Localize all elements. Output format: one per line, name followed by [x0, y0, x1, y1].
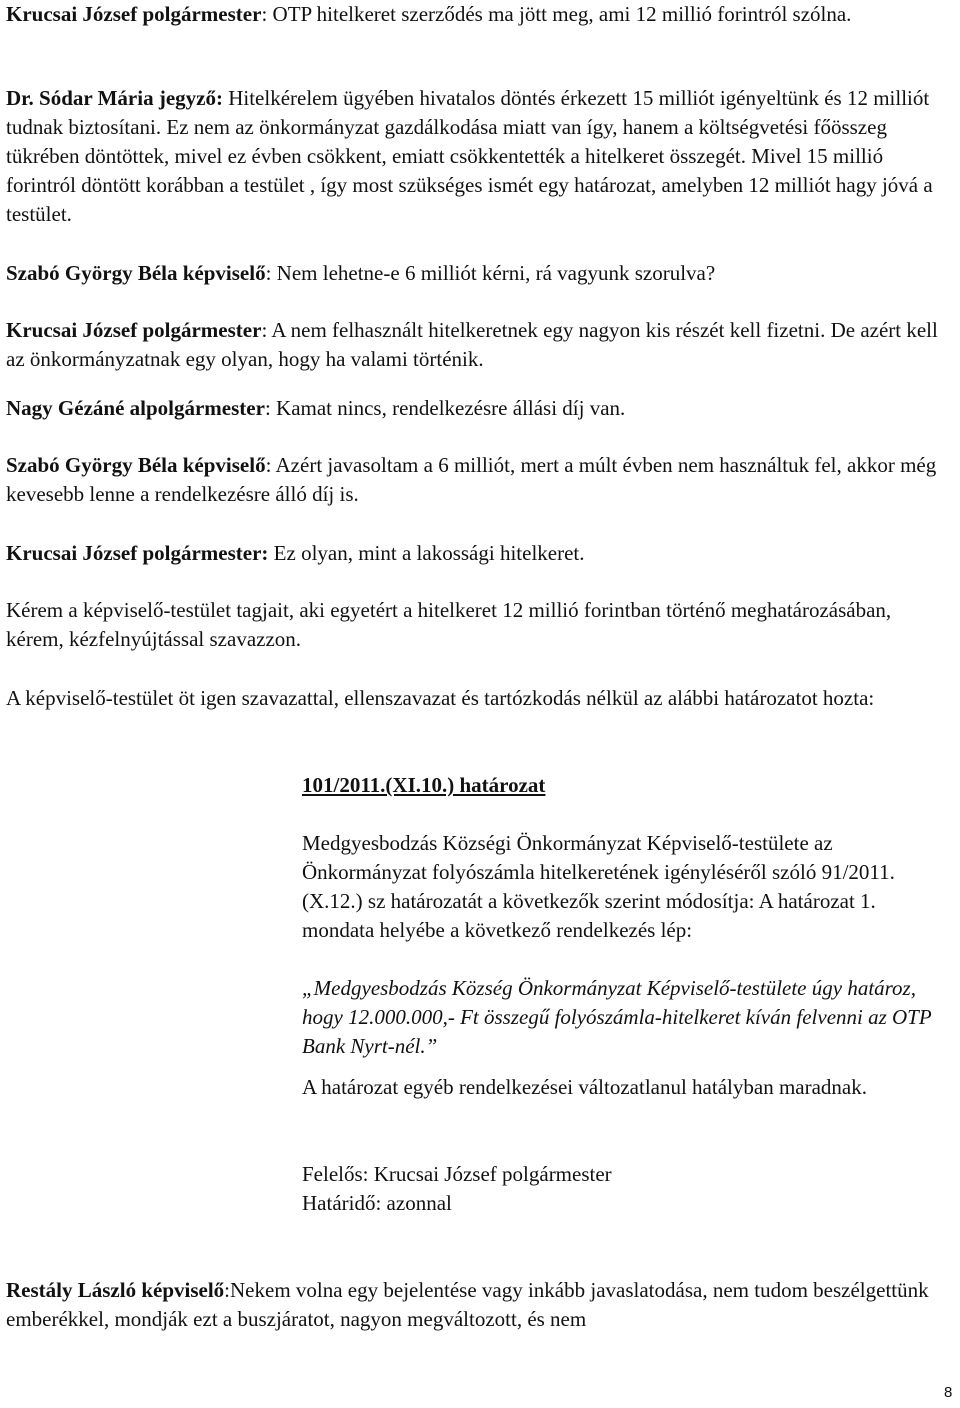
speaker-name: Krucsai József polgármester	[6, 2, 262, 26]
paragraph-text: :Nekem volna egy bejelentése vagy inkább javaslatodása, nem tudom beszélgettünk emberékkel, mondják ezt a buszjáratot, nagyon megváltozott, és nem	[6, 1278, 929, 1331]
speaker-name: Restály László képviselő	[6, 1278, 225, 1302]
paragraph-text: : OTP hitelkeret szerződés ma jött meg, ami 12 millió forintról szólna.	[261, 2, 852, 26]
paragraph-text: : Nem lehetne-e 6 milliót kérni, rá vagyunk szorulva?	[265, 261, 716, 285]
paragraph-vote-request: Kérem a képviselő-testület tagjait, aki egyetért a hitelkeret 12 millió forintban történő meghatározásában, kérem, kézfelnyújtással szavazzon.	[6, 598, 892, 651]
resolution-other-provisions: A határozat egyéb rendelkezései változatlanul hatályban maradnak.	[302, 1075, 867, 1099]
resolution-deadline: Határidő: azonnal	[302, 1191, 452, 1215]
speaker-name: Szabó György Béla képviselő	[6, 261, 266, 285]
paragraph-krucsai-lakossagi	[6, 539, 946, 568]
paragraph-text: : Azért javasoltam a 6 milliót, mert a múlt évben nem használtuk fel, akkor még kevesebb lenne a rendelkezésre álló díj is.	[6, 453, 937, 506]
resolution-quote: „Medgyesbodzás Község Önkormányzat Képviselő-testülete úgy határoz, hogy 12.000.000,- Ft összegű folyószámla-hitelkeret kíván felvenni az OTP Bank Nyrt-nél.”	[302, 976, 932, 1058]
paragraph-szabo-question	[6, 259, 946, 288]
page-number: 8	[944, 1384, 953, 1401]
speaker-name: Dr. Sódar Mária jegyző:	[6, 86, 223, 110]
paragraph-text: Hitelkérelem ügyében hivatalos döntés érkezett 15 milliót igényeltünk és 12 milliót tudnak biztosítani. Ez nem az önkormányzat gazdálkodása miatt van így, hanem a költségvetési főösszeg tükrében döntöttek, mivel ez évben csökkent, emiatt csökkentették a hitelkeret összegét. Mivel 15 millió forintról döntött korábban a testület , így most szükséges ismét egy határozat, amelyben 12 milliót hagy jóvá a testület.	[6, 86, 933, 226]
paragraph-text: Ez olyan, mint a lakossági hitelkeret.	[268, 541, 585, 565]
paragraph-nagy-gezane	[6, 394, 946, 423]
speaker-name: Krucsai József polgármester:	[6, 541, 269, 565]
paragraph-text: : A nem felhasznált hitelkeretnek egy nagyon kis részét kell fizetni. De azért kell az önkormányzatnak egy olyan, hogy ha valami történik.	[6, 318, 938, 371]
resolution-responsible: Felelős: Krucsai József polgármester	[302, 1162, 612, 1186]
resolution-title: 101/2011.(XI.10.) határozat	[302, 773, 546, 797]
paragraph-sodar-maria	[6, 84, 951, 229]
paragraph-szabo-suggestion	[6, 451, 946, 509]
paragraph-restaly-laszlo	[6, 1276, 951, 1334]
paragraph-krucsai-reply	[6, 316, 946, 374]
paragraph-vote-result: A képviselő-testület öt igen szavazattal, ellenszavazat és tartózkodás nélkül az alábbi határozatot hozta:	[6, 686, 875, 710]
paragraph-krucsai-otp	[6, 0, 946, 29]
speaker-name: Nagy Gézáné alpolgármester	[6, 396, 265, 420]
paragraph-text: : Kamat nincs, rendelkezésre állási díj van.	[264, 396, 626, 420]
resolution-body: Medgyesbodzás Községi Önkormányzat Képviselő-testülete az Önkormányzat folyószámla hitelkeretének igényléséről szóló 91/2011. (X.12.) sz határozatát a következők szerint módosítja: A határozat 1. mondata helyébe a következő rendelkezés lép:	[302, 831, 895, 942]
speaker-name: Krucsai József polgármester	[6, 318, 262, 342]
speaker-name: Szabó György Béla képviselő	[6, 453, 266, 477]
